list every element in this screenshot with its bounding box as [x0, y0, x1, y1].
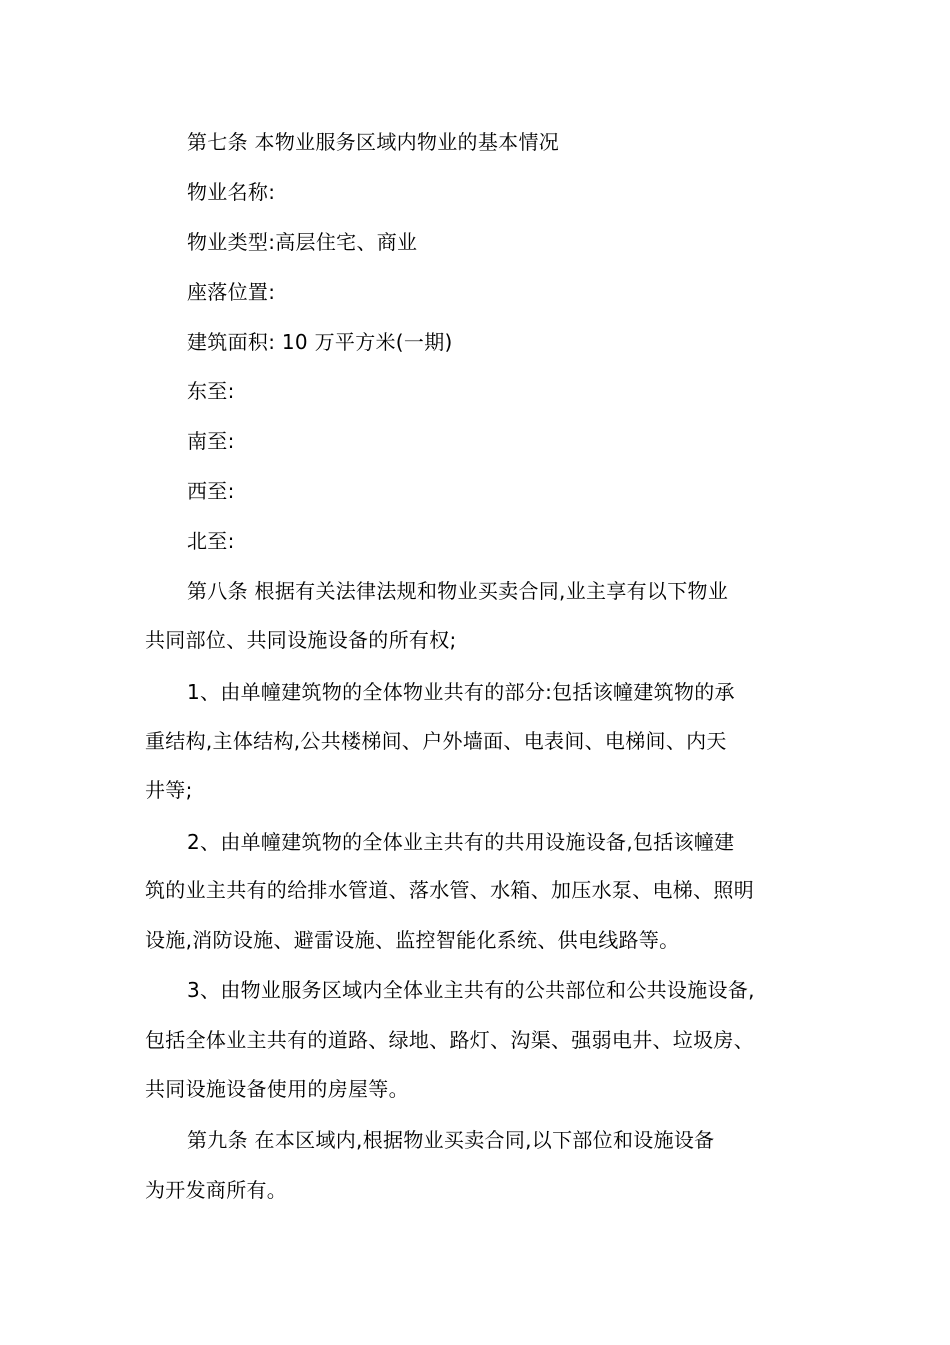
- east-boundary-label: 东至:: [187, 379, 235, 403]
- article-8-item-1-line-3: 井等;: [145, 778, 193, 802]
- location-label: 座落位置:: [187, 280, 276, 304]
- north-boundary-label: 北至:: [187, 529, 235, 553]
- article-8-item-3-line-3: 共同设施设备使用的房屋等。: [145, 1077, 409, 1101]
- article-8-item-1-line-1: 1、由单幢建筑物的全体物业共有的部分:包括该幢建筑物的承: [187, 680, 735, 704]
- west-boundary-label: 西至:: [187, 479, 235, 503]
- article-8-item-2-line-1: 2、由单幢建筑物的全体业主共有的共用设施设备,包括该幢建: [187, 830, 735, 854]
- article-8-line-1: 第八条 根据有关法律法规和物业买卖合同,业主享有以下物业: [187, 579, 729, 603]
- south-boundary-label: 南至:: [187, 429, 235, 453]
- property-name-label: 物业名称:: [187, 180, 276, 204]
- article-9-line-2: 为开发商所有。: [145, 1178, 288, 1202]
- article-8-line-2: 共同部位、共同设施设备的所有权;: [145, 628, 457, 652]
- building-area-line: 建筑面积: 10 万平方米(一期): [187, 330, 453, 354]
- property-type-line: 物业类型:高层住宅、商业: [187, 230, 418, 254]
- article-8-item-2-line-2: 筑的业主共有的给排水管道、落水管、水箱、加压水泵、电梯、照明: [145, 878, 754, 902]
- article-7-title: 第七条 本物业服务区域内物业的基本情况: [187, 130, 560, 154]
- article-8-item-3-line-1: 3、由物业服务区域内全体业主共有的公共部位和公共设施设备,: [187, 978, 755, 1002]
- article-8-item-2-line-3: 设施,消防设施、避雷设施、监控智能化系统、供电线路等。: [145, 928, 680, 952]
- article-8-item-3-line-2: 包括全体业主共有的道路、绿地、路灯、沟渠、强弱电井、垃圾房、: [145, 1028, 754, 1052]
- article-8-item-1-line-2: 重结构,主体结构,公共楼梯间、户外墙面、电表间、电梯间、内天: [145, 729, 727, 753]
- article-9-line-1: 第九条 在本区域内,根据物业买卖合同,以下部位和设施设备: [187, 1128, 715, 1152]
